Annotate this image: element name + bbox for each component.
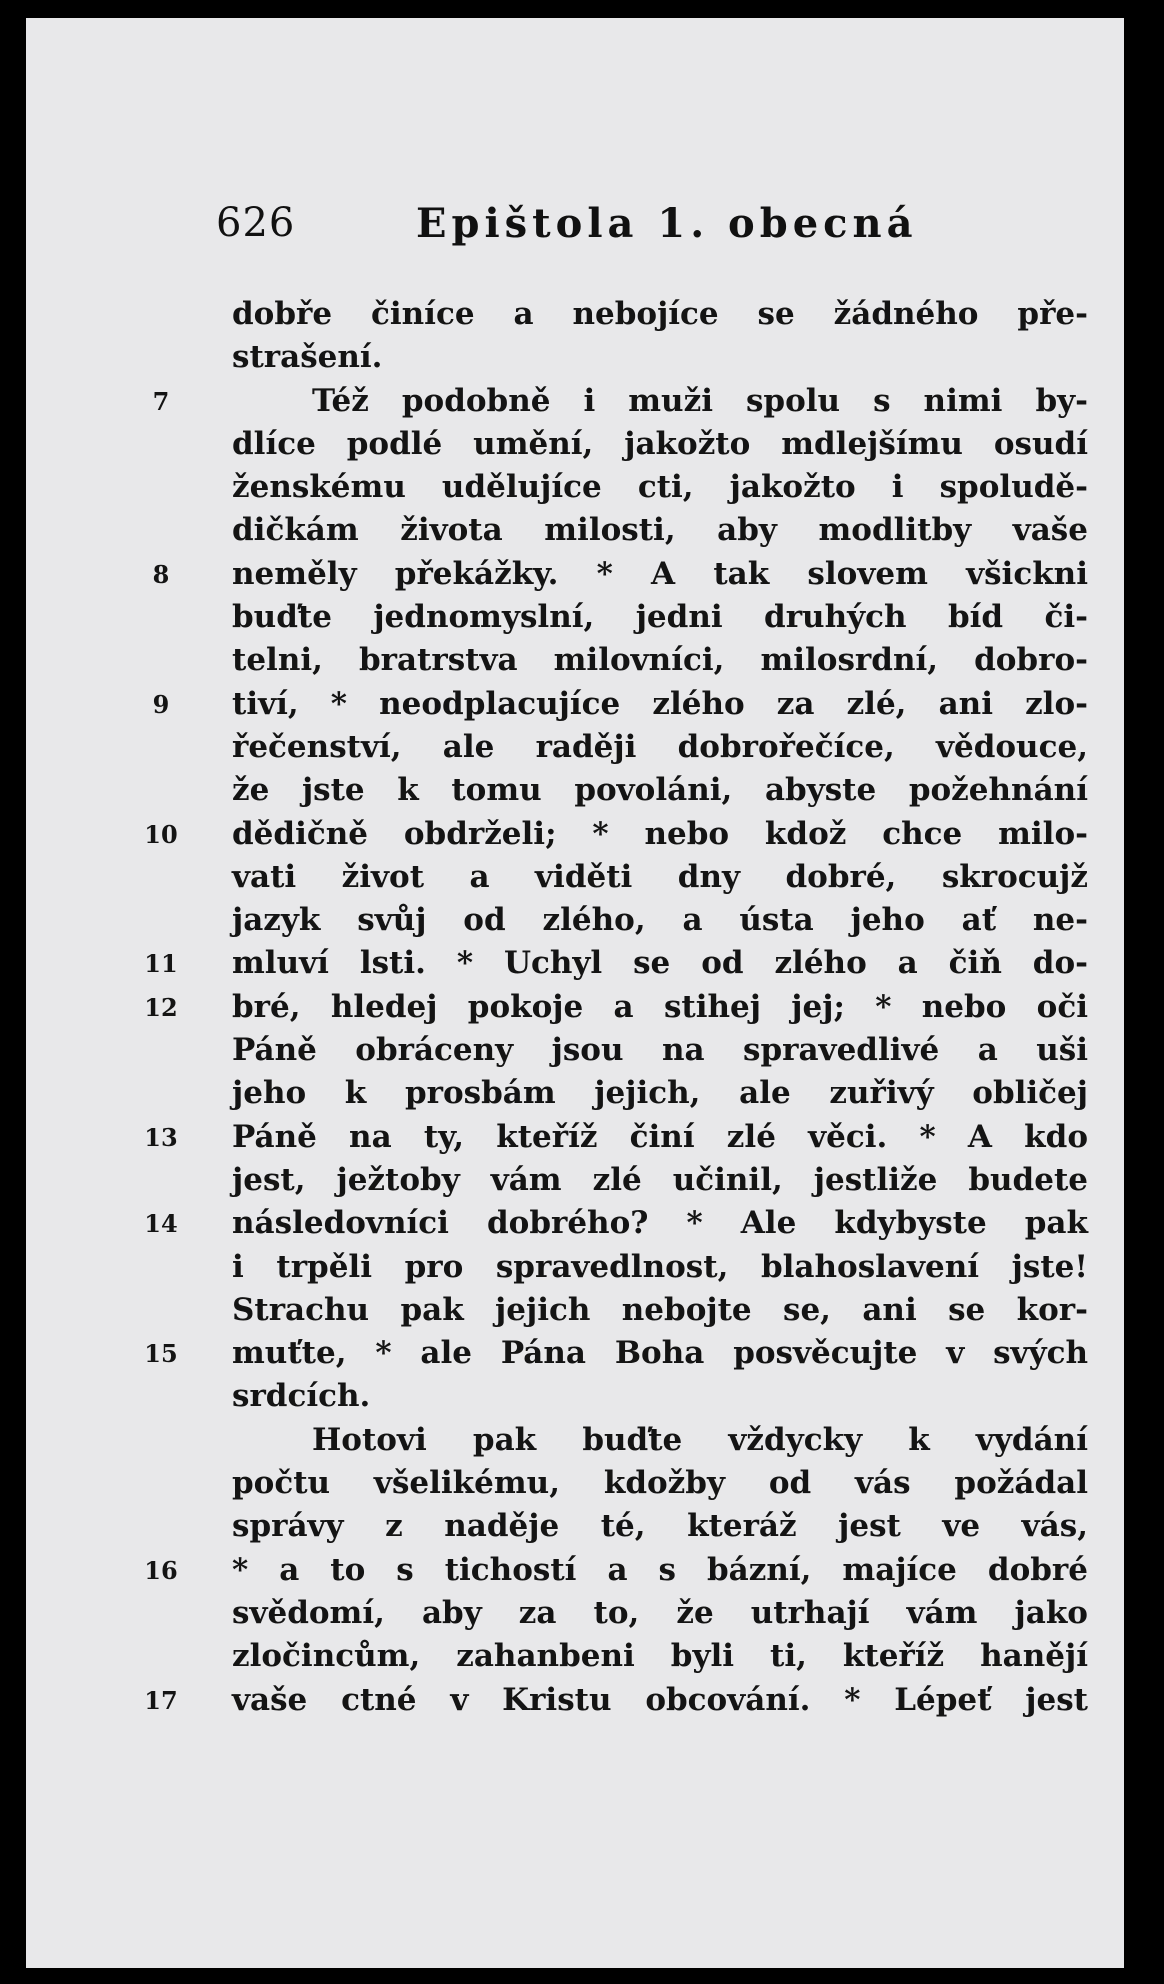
line-text: mluví lsti. * Uchyl se od zlého a čiň do-	[232, 945, 1088, 982]
line-text: i trpěli pro spravedlnost, blahoslavení jste!	[232, 1248, 1088, 1285]
line-text: ženskému udělujíce cti, jakožto i spoludě-	[232, 469, 1088, 506]
text-line	[136, 1072, 1096, 1115]
line-text: jest, ježtoby vám zlé učinil, jestliže budete	[232, 1161, 1088, 1198]
text-line	[136, 1159, 1096, 1202]
line-text: telni, bratrstva milovníci, milosrdní, dobro-	[232, 642, 1088, 679]
line-text: Hotovi pak buďte vždycky k vydání	[312, 1421, 1088, 1458]
line-text: muťte, * ale Pána Boha posvěcujte v svých	[232, 1335, 1088, 1372]
verse-number: 15	[144, 1339, 178, 1369]
text-line	[136, 1332, 1096, 1375]
text-line	[136, 509, 1096, 552]
line-text: vaše ctné v Kristu obcování. * Lépeť jest	[232, 1681, 1088, 1718]
line-text: strašení.	[232, 339, 383, 376]
line-text: Strachu pak jejich nebojte se, ani se kor-	[232, 1291, 1088, 1328]
text-line	[136, 1202, 1096, 1245]
text-line	[136, 1592, 1096, 1635]
text-line	[136, 1246, 1096, 1289]
text-line	[136, 639, 1096, 682]
text-line	[136, 553, 1096, 596]
page-number: 626	[216, 200, 296, 246]
text-line	[136, 1549, 1096, 1592]
body-text	[136, 293, 1096, 1722]
text-line	[136, 336, 1096, 379]
verse-number: 14	[144, 1209, 178, 1239]
text-line	[136, 856, 1096, 899]
verse-number: 12	[144, 992, 178, 1022]
line-text: správy z naděje té, kteráž jest ve vás,	[232, 1508, 1088, 1545]
text-line	[136, 293, 1096, 336]
text-line	[136, 1116, 1096, 1159]
text-line	[136, 1505, 1096, 1548]
verse-number: 8	[152, 559, 170, 589]
text-line	[136, 769, 1096, 812]
line-text: Též podobně i muži spolu s nimi by-	[312, 382, 1088, 419]
text-line	[136, 1029, 1096, 1072]
text-line	[136, 596, 1096, 639]
line-text: počtu všelikému, kdožby od vás požádal	[232, 1465, 1088, 1502]
line-text: buďte jednomyslní, jedni druhých bíd či-	[232, 599, 1088, 636]
verse-number: 16	[144, 1555, 178, 1585]
line-text: srdcích.	[232, 1378, 371, 1415]
verse-number: 9	[152, 689, 170, 719]
text-line	[136, 1419, 1096, 1462]
book-page	[26, 18, 1124, 1968]
line-text: svědomí, aby za to, že utrhají vám jako	[232, 1594, 1088, 1631]
text-line	[136, 466, 1096, 509]
verse-number: 11	[144, 949, 178, 979]
text-line	[136, 683, 1096, 726]
text-line	[136, 726, 1096, 769]
verse-number: 13	[144, 1122, 178, 1152]
line-text: následovníci dobrého? * Ale kdybyste pak	[232, 1205, 1088, 1242]
line-text: Páně obráceny jsou na spravedlivé a uši	[232, 1032, 1088, 1069]
line-text: dobře činíce a nebojíce se žádného pře-	[232, 296, 1088, 332]
line-text: jeho k prosbám jejich, ale zuřivý obličej	[232, 1075, 1088, 1112]
line-text: neměly překážky. * A tak slovem všickni	[232, 555, 1088, 592]
text-line	[136, 1289, 1096, 1332]
text-line	[136, 899, 1096, 942]
line-text: zločincům, zahanbeni byli ti, kteříž hanějí	[232, 1638, 1088, 1675]
text-line	[136, 1462, 1096, 1505]
text-line	[136, 986, 1096, 1029]
line-text: dlíce podlé umění, jakožto mdlejšímu osudí	[232, 425, 1088, 462]
line-text: * a to s tichostí a s bázní, majíce dobré	[232, 1551, 1088, 1588]
verse-number: 7	[152, 386, 170, 416]
text-line	[136, 380, 1096, 423]
text-line	[136, 942, 1096, 985]
line-text: řečenství, ale raději dobrořečíce, vědouce,	[232, 728, 1088, 765]
line-text: že jste k tomu povoláni, abyste požehnání	[232, 772, 1088, 809]
line-text: jazyk svůj od zlého, a ústa jeho ať ne-	[232, 902, 1088, 939]
line-text: vati život a viděti dny dobré, skrocujž	[232, 858, 1088, 895]
text-line	[136, 813, 1096, 856]
text-line	[136, 1375, 1096, 1418]
line-text: Páně na ty, kteříž činí zlé věci. * A kdo	[232, 1118, 1088, 1155]
line-text: dědičně obdrželi; * nebo kdož chce milo-	[232, 815, 1088, 852]
verse-number: 17	[144, 1685, 178, 1715]
running-title: Epištola 1. obecná	[416, 200, 918, 247]
text-line	[136, 423, 1096, 466]
line-text: tiví, * neodplacujíce zlého za zlé, ani zlo-	[232, 685, 1088, 722]
line-text: bré, hledej pokoje a stihej jej; * nebo oči	[232, 988, 1088, 1025]
text-line	[136, 1635, 1096, 1678]
line-text: dičkám života milosti, aby modlitby vaše	[232, 512, 1088, 549]
verse-number: 10	[144, 819, 178, 849]
page-header	[26, 178, 1124, 258]
text-line	[136, 1679, 1096, 1722]
